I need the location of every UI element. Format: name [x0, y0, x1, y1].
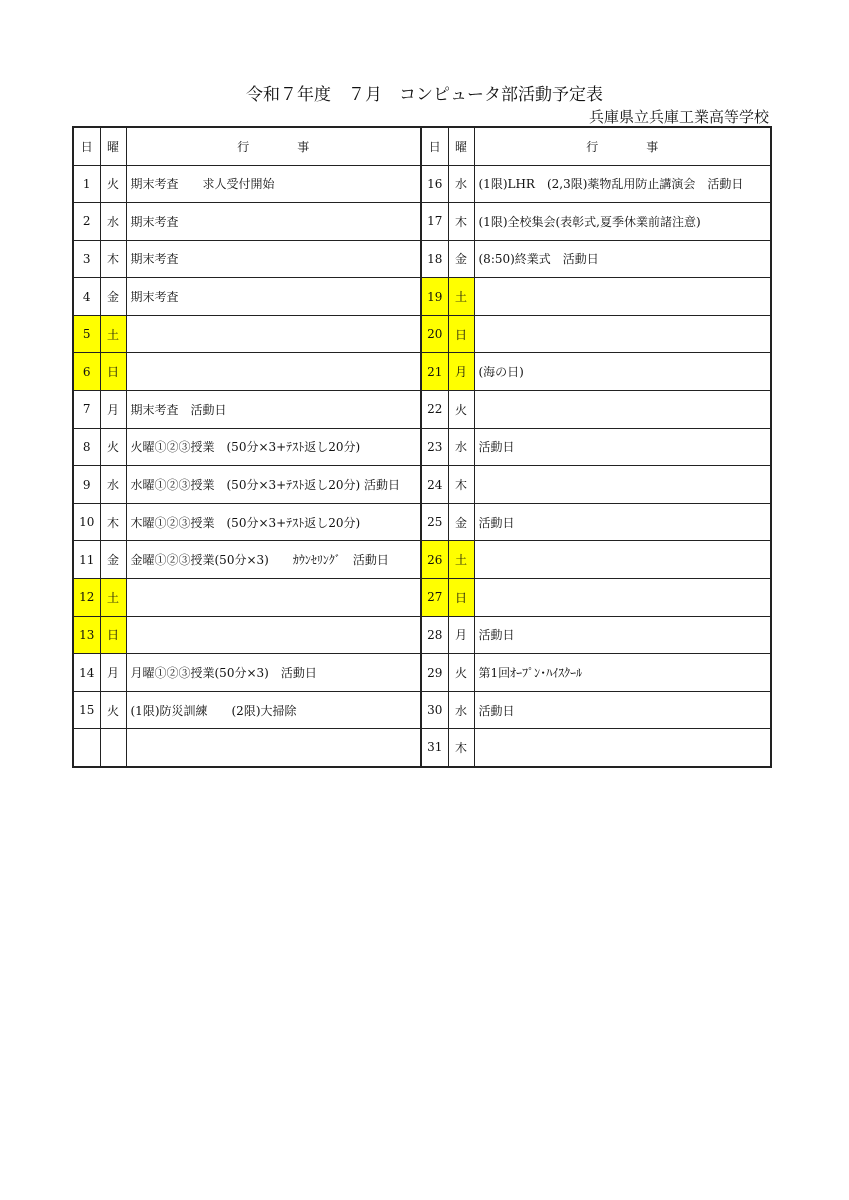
header-event — [126, 127, 421, 165]
weekday-cell: 木 — [448, 466, 474, 504]
table-row — [73, 579, 771, 617]
event-cell — [474, 729, 771, 767]
day-cell: 5 — [73, 315, 100, 353]
school-name: 兵庫県立兵庫工業高等学校 — [588, 108, 769, 126]
day-cell: 4 — [73, 278, 100, 316]
table-row — [73, 541, 771, 579]
day-cell: 22 — [421, 391, 448, 429]
header-weekday: 曜 — [100, 127, 126, 165]
table-row — [73, 240, 771, 278]
day-cell: 1 — [73, 165, 100, 203]
weekday-cell: 金 — [100, 278, 126, 316]
weekday-cell: 土 — [100, 579, 126, 617]
day-cell: 12 — [73, 579, 100, 617]
table-row — [73, 315, 771, 353]
day-cell: 16 — [421, 165, 448, 203]
event-cell: (8:50)終業式 活動日 — [474, 240, 771, 278]
event-cell: (1限)LHR (2,3限)薬物乱用防止講演会 活動日 — [474, 165, 771, 203]
weekday-cell: 水 — [100, 203, 126, 241]
event-cell — [126, 579, 421, 617]
event-cell: 期末考査 活動日 — [126, 391, 421, 429]
weekday-cell: 金 — [448, 503, 474, 541]
weekday-cell — [100, 729, 126, 767]
event-cell: 活動日 — [474, 691, 771, 729]
event-cell: (1限)全校集会(表彰式,夏季休業前諸注意) — [474, 203, 771, 241]
day-cell: 18 — [421, 240, 448, 278]
day-cell: 29 — [421, 654, 448, 692]
event-cell: 活動日 — [474, 616, 771, 654]
weekday-cell: 日 — [100, 616, 126, 654]
header-day: 日 — [73, 127, 100, 165]
event-cell: 月曜①②③授業(50分×3) 活動日 — [126, 654, 421, 692]
day-cell: 9 — [73, 466, 100, 504]
header-row — [73, 127, 771, 165]
event-cell — [126, 353, 421, 391]
weekday-cell: 水 — [448, 691, 474, 729]
day-cell: 7 — [73, 391, 100, 429]
weekday-cell: 土 — [448, 541, 474, 579]
table-row — [73, 503, 771, 541]
header-weekday: 曜 — [448, 127, 474, 165]
day-cell: 8 — [73, 428, 100, 466]
weekday-cell: 火 — [100, 165, 126, 203]
weekday-cell: 火 — [100, 428, 126, 466]
event-cell — [126, 315, 421, 353]
event-cell — [474, 315, 771, 353]
event-cell: 金曜①②③授業(50分×3) ｶｳﾝｾﾘﾝｸﾞ 活動日 — [126, 541, 421, 579]
event-cell: 水曜①②③授業 (50分×3+ﾃｽﾄ返し20分) 活動日 — [126, 466, 421, 504]
event-cell: (海の日) — [474, 353, 771, 391]
event-cell: 期末考査 — [126, 203, 421, 241]
table-row — [73, 203, 771, 241]
weekday-cell: 月 — [100, 391, 126, 429]
event-cell: 期末考査 — [126, 278, 421, 316]
weekday-cell: 木 — [448, 729, 474, 767]
weekday-cell: 火 — [448, 654, 474, 692]
weekday-cell: 土 — [448, 278, 474, 316]
day-cell: 31 — [421, 729, 448, 767]
table-row — [73, 466, 771, 504]
weekday-cell: 日 — [100, 353, 126, 391]
weekday-cell: 日 — [448, 315, 474, 353]
day-cell: 28 — [421, 616, 448, 654]
event-cell — [474, 391, 771, 429]
weekday-cell: 金 — [100, 541, 126, 579]
day-cell: 27 — [421, 579, 448, 617]
weekday-cell: 木 — [100, 503, 126, 541]
header-event-a: 行 — [237, 139, 250, 154]
header-event-b: 事 — [646, 139, 659, 154]
weekday-cell: 火 — [448, 391, 474, 429]
weekday-cell: 土 — [100, 315, 126, 353]
weekday-cell: 月 — [100, 654, 126, 692]
day-cell: 3 — [73, 240, 100, 278]
table-row — [73, 428, 771, 466]
header-event-b: 事 — [297, 139, 310, 154]
weekday-cell: 金 — [448, 240, 474, 278]
weekday-cell: 水 — [448, 165, 474, 203]
event-cell — [126, 729, 421, 767]
event-cell: 第1回ｵｰﾌﾟﾝ･ﾊｲｽｸｰﾙ — [474, 654, 771, 692]
day-cell: 17 — [421, 203, 448, 241]
day-cell: 13 — [73, 616, 100, 654]
day-cell: 20 — [421, 315, 448, 353]
weekday-cell: 火 — [100, 691, 126, 729]
event-cell — [126, 616, 421, 654]
header-event — [474, 127, 771, 165]
day-cell: 10 — [73, 503, 100, 541]
event-cell — [474, 541, 771, 579]
day-cell: 30 — [421, 691, 448, 729]
weekday-cell: 月 — [448, 616, 474, 654]
schedule-table — [72, 126, 772, 768]
table-row — [73, 165, 771, 203]
table-row — [73, 691, 771, 729]
event-cell: 活動日 — [474, 428, 771, 466]
table-row — [73, 353, 771, 391]
day-cell — [73, 729, 100, 767]
event-cell: 木曜①②③授業 (50分×3+ﾃｽﾄ返し20分) — [126, 503, 421, 541]
weekday-cell: 木 — [100, 240, 126, 278]
day-cell: 15 — [73, 691, 100, 729]
event-cell: 活動日 — [474, 503, 771, 541]
header-event-a: 行 — [586, 139, 599, 154]
table-row — [73, 278, 771, 316]
weekday-cell: 日 — [448, 579, 474, 617]
event-cell: (1限)防災訓練 (2限)大掃除 — [126, 691, 421, 729]
day-cell: 6 — [73, 353, 100, 391]
table-row — [73, 616, 771, 654]
day-cell: 25 — [421, 503, 448, 541]
day-cell: 19 — [421, 278, 448, 316]
event-cell: 期末考査 — [126, 240, 421, 278]
event-cell — [474, 278, 771, 316]
event-cell — [474, 579, 771, 617]
table-row — [73, 391, 771, 429]
weekday-cell: 水 — [448, 428, 474, 466]
day-cell: 14 — [73, 654, 100, 692]
day-cell: 21 — [421, 353, 448, 391]
event-cell — [474, 466, 771, 504]
page-title: 令和７年度 ７月 コンピュータ部活動予定表 — [246, 85, 603, 105]
day-cell: 11 — [73, 541, 100, 579]
weekday-cell: 月 — [448, 353, 474, 391]
day-cell: 2 — [73, 203, 100, 241]
day-cell: 24 — [421, 466, 448, 504]
event-cell: 期末考査 求人受付開始 — [126, 165, 421, 203]
weekday-cell: 木 — [448, 203, 474, 241]
weekday-cell: 水 — [100, 466, 126, 504]
event-cell: 火曜①②③授業 (50分×3+ﾃｽﾄ返し20分) — [126, 428, 421, 466]
header-day: 日 — [421, 127, 448, 165]
day-cell: 23 — [421, 428, 448, 466]
day-cell: 26 — [421, 541, 448, 579]
table-row — [73, 654, 771, 692]
table-row — [73, 729, 771, 767]
